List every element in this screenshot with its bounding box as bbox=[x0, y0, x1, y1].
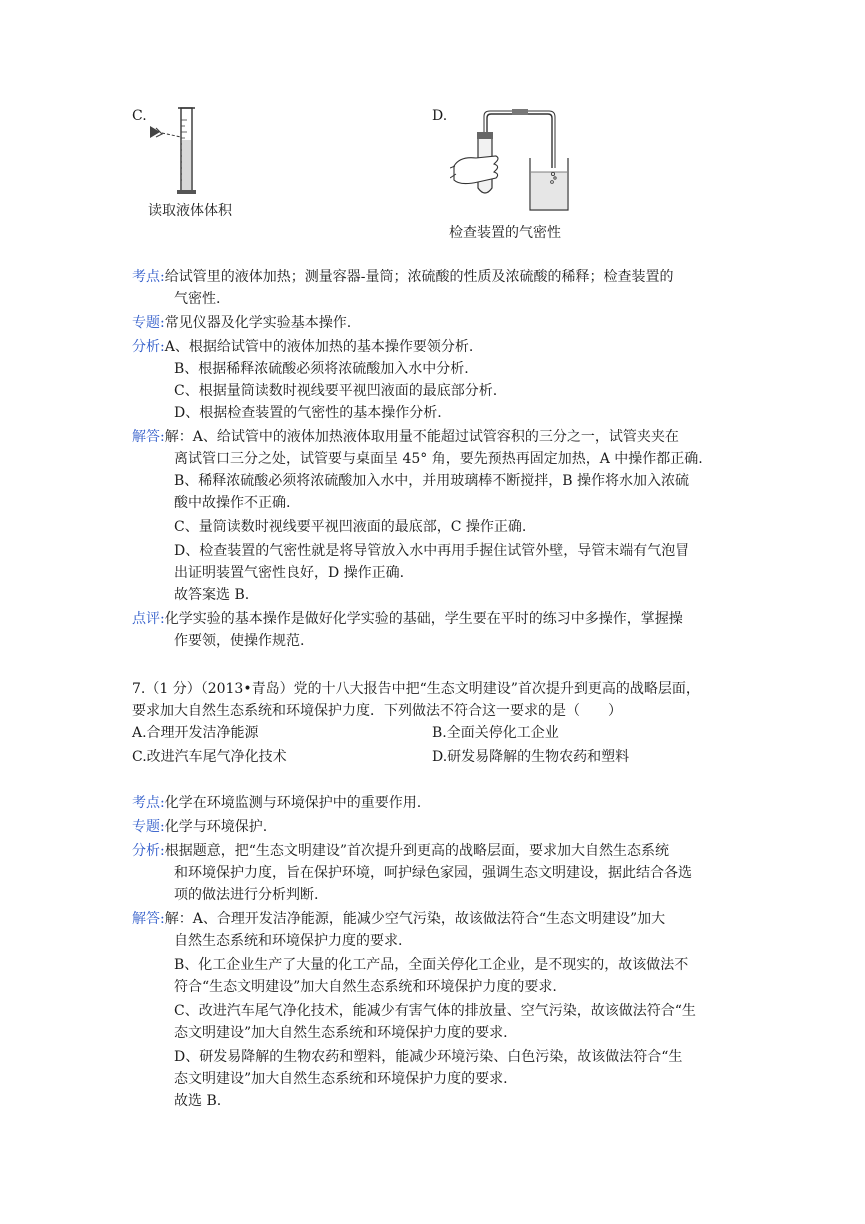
q7-jieda-tag: 解答: bbox=[132, 911, 165, 927]
q7-stem-line-2: 要求加大自然生态系统和环境保护力度．下列做法不符合这一要求的是（ ） bbox=[132, 703, 622, 719]
q7-jieda-line: 态文明建设”加大自然生态系统和环境保护力度的要求. bbox=[174, 1025, 508, 1041]
q6-fenxi-line: D、根据检查装置的气密性的基本操作分析. bbox=[174, 405, 442, 421]
q6-jieda-line: 解：A、给试管中的液体加热液体取用量不能超过试管容积的三分之一，试管夹夹在 bbox=[164, 429, 679, 445]
q7-option-a: A.合理开发洁净能源 bbox=[132, 725, 259, 741]
figure-c-caption: 读取液体体积 bbox=[148, 203, 232, 219]
q6-fenxi-line: A、根据给试管中的液体加热的基本操作要领分析. bbox=[164, 339, 474, 355]
q7-jieda-line: C、改进汽车尾气净化技术，能减少有害气体的排放量、空气污染，故该做法符合“生 bbox=[174, 1003, 696, 1019]
q7-option-d: D.研发易降解的生物农药和塑料 bbox=[432, 749, 630, 765]
q7-fenxi-tag: 分析: bbox=[132, 843, 165, 859]
q6-kaodian-line-2: 气密性. bbox=[174, 291, 221, 307]
figure-c-letter: C. bbox=[132, 108, 147, 124]
q6-dianping-line: 作要领，使操作规范. bbox=[174, 633, 305, 649]
q6-jieda-line: B、稀释浓硫酸必须将浓硫酸加入水中，并用玻璃棒不断搅拌，B 操作将水加入浓硫 bbox=[174, 473, 690, 489]
q6-jieda-line: 出证明装置气密性良好，D 操作正确. bbox=[174, 565, 405, 581]
q7-kaodian-tag: 考点: bbox=[132, 795, 165, 811]
q7-fenxi-line: 根据题意，把“生态文明建设”首次提升到更高的战略层面，要求加大自然生态系统 bbox=[164, 843, 670, 859]
figure-d-letter: D. bbox=[432, 108, 448, 124]
q7-jieda-line: D、研发易降解的生物农药和塑料，能减少环境污染、白色污染，故该做法符合“生 bbox=[174, 1049, 683, 1065]
q7-option-c: C.改进汽车尾气净化技术 bbox=[132, 749, 287, 765]
graduated-cylinder-figure bbox=[148, 104, 208, 196]
q6-zhuanti-tag: 专题: bbox=[132, 315, 165, 331]
q6-zhuanti: 常见仪器及化学实验基本操作. bbox=[164, 315, 352, 331]
q7-jieda-line: 故选 B. bbox=[174, 1093, 222, 1109]
airtightness-apparatus-figure bbox=[450, 108, 570, 214]
q6-jieda-line: D、检查装置的气密性就是将导管放入水中再用手握住试管外壁，导管末端有气泡冒 bbox=[174, 543, 690, 559]
q7-zhuanti-tag: 专题: bbox=[132, 819, 165, 835]
q7-stem-line-1: 7.（1 分）（2013•青岛）党的十八大报告中把“生态文明建设”首次提升到更高的战略层面， bbox=[132, 681, 700, 697]
q6-kaodian-line-1: 给试管里的液体加热；测量容器-量筒；浓硫酸的性质及浓硫酸的稀释；检查装置的 bbox=[164, 269, 674, 285]
q6-jieda-line: 故答案选 B. bbox=[174, 587, 250, 603]
q7-fenxi-line: 项的做法进行分析判断. bbox=[174, 887, 319, 903]
q7-fenxi-line: 和环境保护力度，旨在保护环境，呵护绿色家园，强调生态文明建设，据此结合各选 bbox=[174, 865, 692, 881]
q6-dianping-line: 化学实验的基本操作是做好化学实验的基础，学生要在平时的练习中多操作，掌握操 bbox=[164, 611, 683, 627]
q6-jieda-tag: 解答: bbox=[132, 429, 165, 445]
q6-fenxi-line: C、根据量筒读数时视线要平视凹液面的最底部分析. bbox=[174, 383, 498, 399]
q7-jieda-line: 符合“生态文明建设”加大自然生态系统和环境保护力度的要求. bbox=[174, 979, 557, 995]
q6-fenxi-line: B、根据稀释浓硫酸必须将浓硫酸加入水中分析. bbox=[174, 361, 469, 377]
q7-jieda-line: 态文明建设”加大自然生态系统和环境保护力度的要求. bbox=[174, 1071, 508, 1087]
q7-zhuanti: 化学与环境保护. bbox=[164, 819, 268, 835]
q6-jieda-line: C、量筒读数时视线要平视凹液面的最底部，C 操作正确. bbox=[174, 519, 527, 535]
q7-jieda-line: 解：A、合理开发洁净能源，能减少空气污染，故该做法符合“生态文明建设”加大 bbox=[164, 911, 666, 927]
q6-dianping-tag: 点评: bbox=[132, 611, 165, 627]
figure-d-caption: 检查装置的气密性 bbox=[449, 225, 561, 241]
q6-jieda-line: 酸中故操作不正确. bbox=[174, 495, 291, 511]
q7-kaodian: 化学在环境监测与环境保护中的重要作用. bbox=[164, 795, 422, 811]
q7-option-b: B.全面关停化工企业 bbox=[432, 725, 559, 741]
q6-kaodian-tag: 考点: bbox=[132, 269, 165, 285]
q6-jieda-line: 离试管口三分之处，试管要与桌面呈 45° 角，要先预热再固定加热，A 中操作都正确. bbox=[174, 451, 703, 467]
q7-jieda-line: 自然生态系统和环境保护力度的要求. bbox=[174, 933, 403, 949]
q7-jieda-line: B、化工企业生产了大量的化工产品，全面关停化工企业，是不现实的，故该做法不 bbox=[174, 957, 689, 973]
q6-fenxi-tag: 分析: bbox=[132, 339, 165, 355]
